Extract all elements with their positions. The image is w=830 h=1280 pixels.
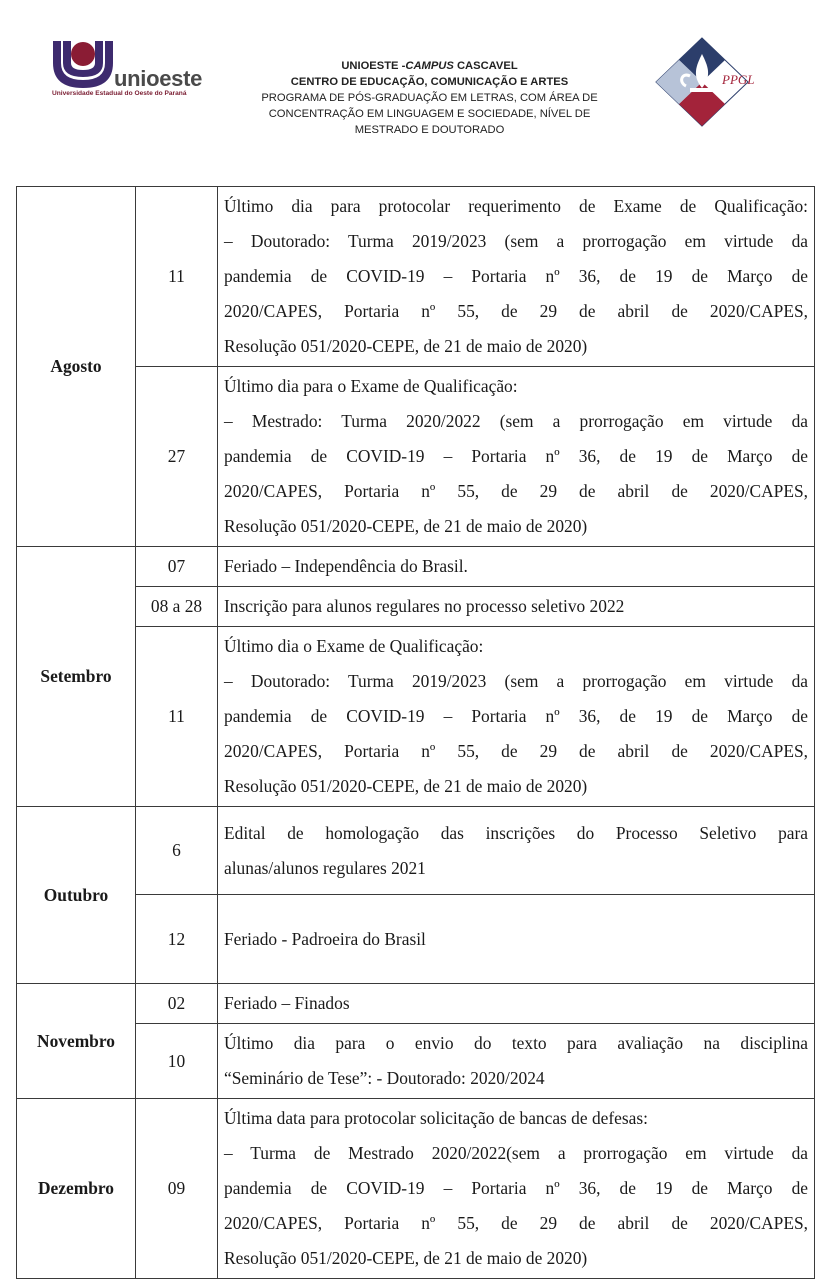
- description-line: pandemia de COVID-19 – Portaria nº 36, de 19 de Março de: [224, 706, 808, 726]
- description-line: pandemia de COVID-19 – Portaria nº 36, de 19 de Março de: [224, 446, 808, 466]
- description-cell: [218, 1099, 815, 1279]
- description-line: 2020/CAPES, Portaria nº 55, de 29 de abril de 2020/CAPES,: [224, 301, 808, 321]
- table-row: [17, 367, 815, 547]
- institution-heading: [232, 58, 627, 138]
- description-line: “Seminário de Tese”: - Doutorado: 2020/2024: [224, 1068, 545, 1088]
- day-cell: 27: [136, 367, 218, 547]
- day-cell: 02: [136, 984, 218, 1024]
- description-cell: [218, 547, 815, 587]
- table-row: [17, 895, 815, 984]
- month-cell: Setembro: [17, 547, 136, 807]
- description-line: Edital de homologação das inscrições do Processo Seletivo para: [224, 822, 808, 843]
- day-cell: 10: [136, 1024, 218, 1099]
- unioeste-logo: [52, 38, 212, 100]
- description-line: 2020/CAPES, Portaria nº 55, de 29 de abril de 2020/CAPES,: [224, 741, 808, 761]
- description-line: Resolução 051/2020-CEPE, de 21 de maio de 2020): [224, 1248, 588, 1268]
- description-cell: [218, 627, 815, 807]
- table-row: [17, 1099, 815, 1279]
- table-row: [17, 187, 815, 367]
- heading-line-1: [232, 58, 627, 74]
- heading-line-1-suffix: CASCAVEL: [453, 60, 518, 72]
- heading-line-3: PROGRAMA DE PÓS-GRADUAÇÃO EM LETRAS, COM ÁREA DE: [261, 92, 598, 104]
- description-cell: [218, 587, 815, 627]
- description-line: – Doutorado: Turma 2019/2023 (sem a prorrogação em virtude da: [224, 231, 808, 251]
- description-cell: [218, 895, 815, 984]
- unioeste-wordmark: unioeste: [114, 66, 203, 91]
- ppgl-text: PPGL: [722, 72, 755, 87]
- heading-line-5: MESTRADO E DOUTORADO: [354, 124, 505, 136]
- table-row: [17, 627, 815, 807]
- description-line: Feriado – Finados: [224, 993, 350, 1013]
- heading-line-1-campus: CAMPUS: [405, 60, 454, 72]
- description-line: 2020/CAPES, Portaria nº 55, de 29 de abril de 2020/CAPES,: [224, 481, 808, 501]
- table-row: [17, 807, 815, 895]
- description-line: Feriado – Independência do Brasil.: [224, 556, 468, 576]
- heading-line-1-prefix: UNIOESTE -: [341, 60, 406, 72]
- table-row: [17, 1024, 815, 1099]
- table-row: [17, 547, 815, 587]
- table-row: [17, 587, 815, 627]
- description-line: alunas/alunos regulares 2021: [224, 857, 426, 878]
- day-cell: 11: [136, 187, 218, 367]
- description-line: Última data para protocolar solicitação de bancas de defesas:: [224, 1108, 648, 1128]
- description-line: Inscrição para alunos regulares no processo seletivo 2022: [224, 596, 625, 616]
- document-header: [0, 0, 830, 170]
- day-cell: 09: [136, 1099, 218, 1279]
- description-line: Resolução 051/2020-CEPE, de 21 de maio de 2020): [224, 776, 588, 796]
- description-line: Último dia o Exame de Qualificação:: [224, 636, 484, 656]
- month-cell: Outubro: [17, 807, 136, 984]
- description-line: Feriado - Padroeira do Brasil: [224, 928, 426, 949]
- month-cell: Dezembro: [17, 1099, 136, 1279]
- day-cell: 12: [136, 895, 218, 984]
- description-cell: [218, 984, 815, 1024]
- description-cell: [218, 1024, 815, 1099]
- description-line: Último dia para protocolar requerimento de Exame de Qualificação:: [224, 196, 808, 216]
- description-line: pandemia de COVID-19 – Portaria nº 36, de 19 de Março de: [224, 266, 808, 286]
- description-line: Último dia para o envio do texto para avaliação na disciplina: [224, 1033, 808, 1053]
- description-cell: [218, 367, 815, 547]
- description-line: Último dia para o Exame de Qualificação:: [224, 376, 518, 396]
- description-line: Resolução 051/2020-CEPE, de 21 de maio de 2020): [224, 516, 588, 536]
- calendar-table: [16, 186, 815, 1279]
- day-cell: 08 a 28: [136, 587, 218, 627]
- heading-line-4: CONCENTRAÇÃO EM LINGUAGEM E SOCIEDADE, NÍVEL DE: [268, 108, 591, 120]
- day-cell: 6: [136, 807, 218, 895]
- heading-line-2: CENTRO DE EDUCAÇÃO, COMUNICAÇÃO E ARTES: [290, 76, 569, 88]
- day-cell: 11: [136, 627, 218, 807]
- description-cell: [218, 807, 815, 895]
- description-line: – Doutorado: Turma 2019/2023 (sem a prorrogação em virtude da: [224, 671, 808, 691]
- month-cell: Novembro: [17, 984, 136, 1099]
- description-line: pandemia de COVID-19 – Portaria nº 36, de 19 de Março de: [224, 1178, 808, 1198]
- table-row: [17, 984, 815, 1024]
- description-cell: [218, 187, 815, 367]
- description-line: – Mestrado: Turma 2020/2022 (sem a prorrogação em virtude da: [224, 411, 808, 431]
- description-line: 2020/CAPES, Portaria nº 55, de 29 de abril de 2020/CAPES,: [224, 1213, 808, 1233]
- unioeste-emblem-icon: [52, 40, 114, 90]
- month-cell: Agosto: [17, 187, 136, 547]
- unioeste-subtitle: Universidade Estadual do Oeste do Paraná: [52, 90, 187, 97]
- day-cell: 07: [136, 547, 218, 587]
- description-line: Resolução 051/2020-CEPE, de 21 de maio de 2020): [224, 336, 588, 356]
- description-line: – Turma de Mestrado 2020/2022(sem a prorrogação em virtude da: [224, 1143, 808, 1163]
- ppgl-logo: [652, 36, 762, 128]
